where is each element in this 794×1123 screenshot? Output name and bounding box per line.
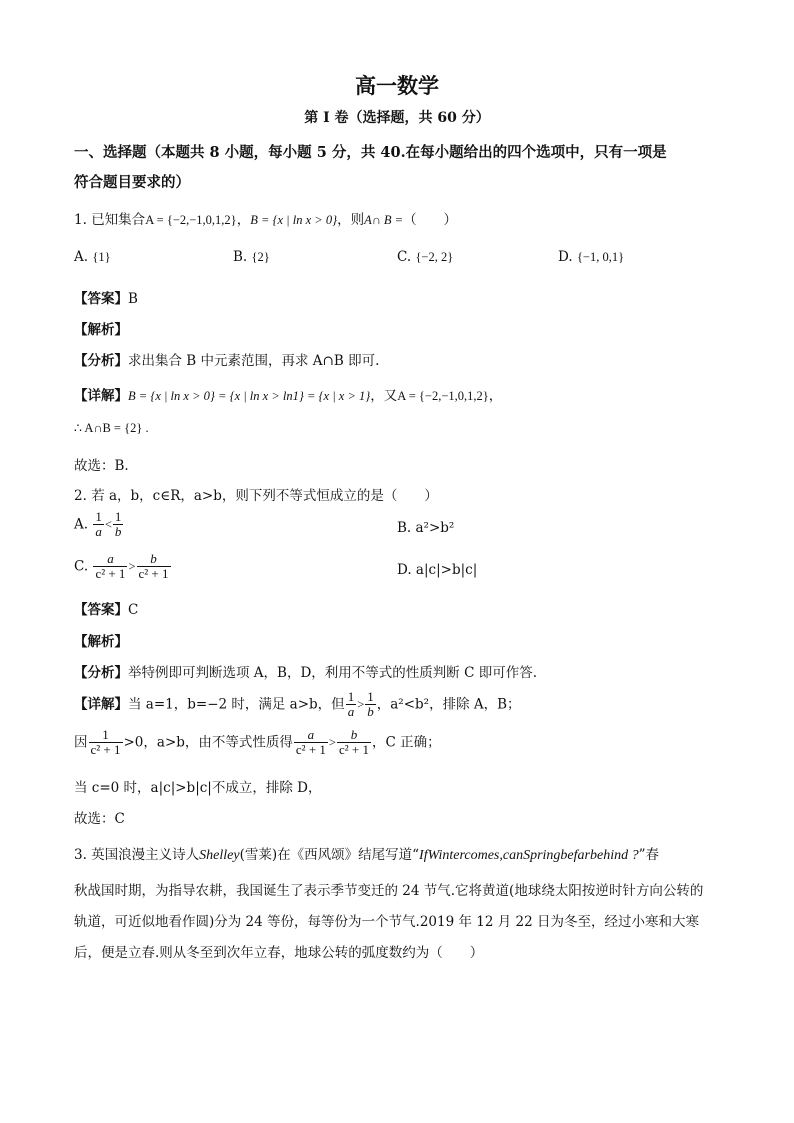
fraction: $\frac{1}{\text{c² + 1}}$: [90, 727, 121, 758]
question-text: 若 a，b，c∈R，a>b，则下列不等式恒成立的是（ ）: [91, 488, 438, 504]
q2-detail-line2: 因 $\frac{1}{\text{c² + 1}}$ >0，a>b，由不等式性质得 $\frac{a}{\text{c² + 1}}$ > $\frac{b}{\text{c² + 1}}$ ，C 正确；: [74, 727, 441, 758]
comma: ，: [236, 212, 251, 228]
q1-fenxi: [74, 349, 379, 369]
option-value: {2}: [251, 250, 270, 264]
question-text: 已知集合: [91, 212, 146, 228]
option-value: {1}: [92, 250, 111, 264]
detail-text: 因: [74, 734, 88, 751]
fenxi-tag: 【分析】: [74, 665, 128, 681]
question-3-line4: 后，便是立春.则从冬至到次年立春，地球公转的弧度数约为（ ）: [74, 945, 484, 961]
detail-text: ，C 正确；: [371, 734, 441, 751]
q2-analysis-tag: 【解析】: [74, 634, 128, 650]
fraction: $\frac{b}{\text{c² + 1}}$: [138, 551, 169, 582]
answer-tag: 【答案】: [74, 602, 128, 618]
answer-value: B: [128, 291, 138, 307]
detail-text: ，: [488, 388, 503, 404]
fraction: $\frac{1}{b}$: [367, 689, 374, 720]
q2-answer: [74, 598, 138, 618]
detail-formula: B = {x | ln x > 0} = {x | ln x > ln1} = {x | x > 1}: [128, 389, 371, 403]
detail-text: >0，a>b，由不等式性质得: [123, 734, 293, 751]
q2-detail-line1: 【详解】当 a=1，b=−2 时，满足 a>b，但 $\frac{1}{a}$ > $\frac{1}{b}$ ，a²<b²，排除 A，B；: [74, 689, 521, 720]
q2-fenxi: [74, 661, 537, 681]
page-title: 高一数学: [355, 73, 439, 98]
q2-option-a: A. $\frac{1}{a}$ < $\frac{1}{b}$: [74, 509, 122, 540]
question-2-stem: [74, 484, 438, 504]
q1-therefore: ∴ A∩B = {2} .: [74, 421, 149, 435]
question-3-line3: 轨道，可近似地看作圆)分为 24 等份，每等份为一个节气.2019 年 12 月 22 日为冬至，经过小寒和大寒: [74, 914, 699, 930]
fenxi-tag: 【分析】: [74, 353, 128, 369]
fraction: $\frac{a}{\text{c² + 1}}$: [95, 551, 126, 582]
q1-choose: 故选：B.: [74, 458, 129, 474]
q1-option-d: [558, 249, 624, 265]
q1-detail: [74, 384, 502, 404]
question-number: 2.: [74, 488, 87, 504]
q1-option-b: [233, 249, 270, 265]
detail-tag: 【详解】: [74, 696, 128, 713]
intersection-expression: A∩ B =: [364, 213, 404, 227]
question-text: ，则: [337, 212, 365, 228]
option-label: C.: [74, 558, 89, 575]
q1-option-a: [74, 249, 111, 265]
fenxi-text: 求出集合 B 中元素范围，再求 A∩B 即可.: [128, 353, 380, 369]
option-value: {−1, 0,1}: [576, 250, 625, 264]
option-value: {−2, 2}: [415, 250, 454, 264]
q2-detail-line3: 当 c=0 时，a|c|>b|c|不成立，排除 D，: [74, 780, 322, 796]
detail-text: ，又: [370, 388, 398, 404]
fraction: $\frac{1}{b}$: [114, 509, 122, 540]
q1-analysis-tag: 【解析】: [74, 322, 128, 338]
fraction: $\frac{a}{\text{c² + 1}}$: [295, 727, 326, 758]
option-label: A.: [74, 516, 89, 533]
question-3-line2: 秋战国时期，为指导农耕，我国诞生了表示季节变迁的 24 节气.它将黄道(地球绕太阳按逆时针方向公转的: [74, 883, 704, 899]
question-1-stem: [74, 208, 457, 228]
option-label: D.: [558, 249, 573, 265]
section-heading-line2: 符合题目要求的）: [74, 174, 190, 191]
answer-tag: 【答案】: [74, 291, 128, 307]
fenxi-text: 举特例即可判断选项 A，B，D，利用不等式的性质判断 C 即可作答.: [128, 665, 537, 681]
set-b-definition: B = {x | ln x > 0}: [250, 213, 338, 227]
question-number: 1.: [74, 212, 87, 228]
detail-set-a: A = {−2,−1,0,1,2}: [397, 389, 489, 403]
q2-option-c: C. $\frac{a}{\text{c² + 1}}$ > $\frac{b}{\text{c² + 1}}$: [74, 551, 169, 582]
q1-option-c: [397, 249, 453, 265]
fraction: $\frac{1}{a}$: [95, 509, 102, 540]
detail-tag: 【详解】: [74, 388, 128, 404]
q2-choose: 故选：C: [74, 811, 125, 827]
section-subtitle: 第 I 卷（选择题，共 60 分）: [304, 110, 490, 126]
option-label: C.: [397, 249, 412, 265]
fraction: $\frac{1}{a}$: [347, 689, 355, 720]
q2-option-d: D. a|c|>b|c|: [397, 562, 478, 578]
fraction: $\frac{b}{\text{c² + 1}}$: [338, 727, 369, 758]
poem-quote: IfWintercomes,canSpringbefarbehind ?: [419, 848, 639, 863]
answer-blank: （ ）: [403, 212, 458, 228]
q1-answer: [74, 287, 138, 307]
option-label: A.: [74, 249, 89, 265]
detail-text: ，a²<b²，排除 A，B；: [376, 696, 521, 713]
poet-name: Shelley: [199, 848, 240, 863]
answer-value: C: [128, 602, 139, 618]
detail-text: 当 a=1，b=−2 时，满足 a>b，但: [128, 696, 345, 713]
q2-option-b: B. a²>b²: [397, 520, 455, 536]
section-heading-line1: 一、选择题（本题共 8 小题，每小题 5 分，共 40.在每小题给出的四个选项中，只有一项是: [74, 144, 667, 161]
set-a-definition: A = {−2,−1,0,1,2}: [145, 213, 237, 227]
question-3-line1: 3. 英国浪漫主义诗人Shelley(雪莱)在《西风颂》结尾写道“IfWintercomes,canSpringbefarbehind ?”春: [74, 847, 659, 863]
option-label: B.: [233, 249, 248, 265]
